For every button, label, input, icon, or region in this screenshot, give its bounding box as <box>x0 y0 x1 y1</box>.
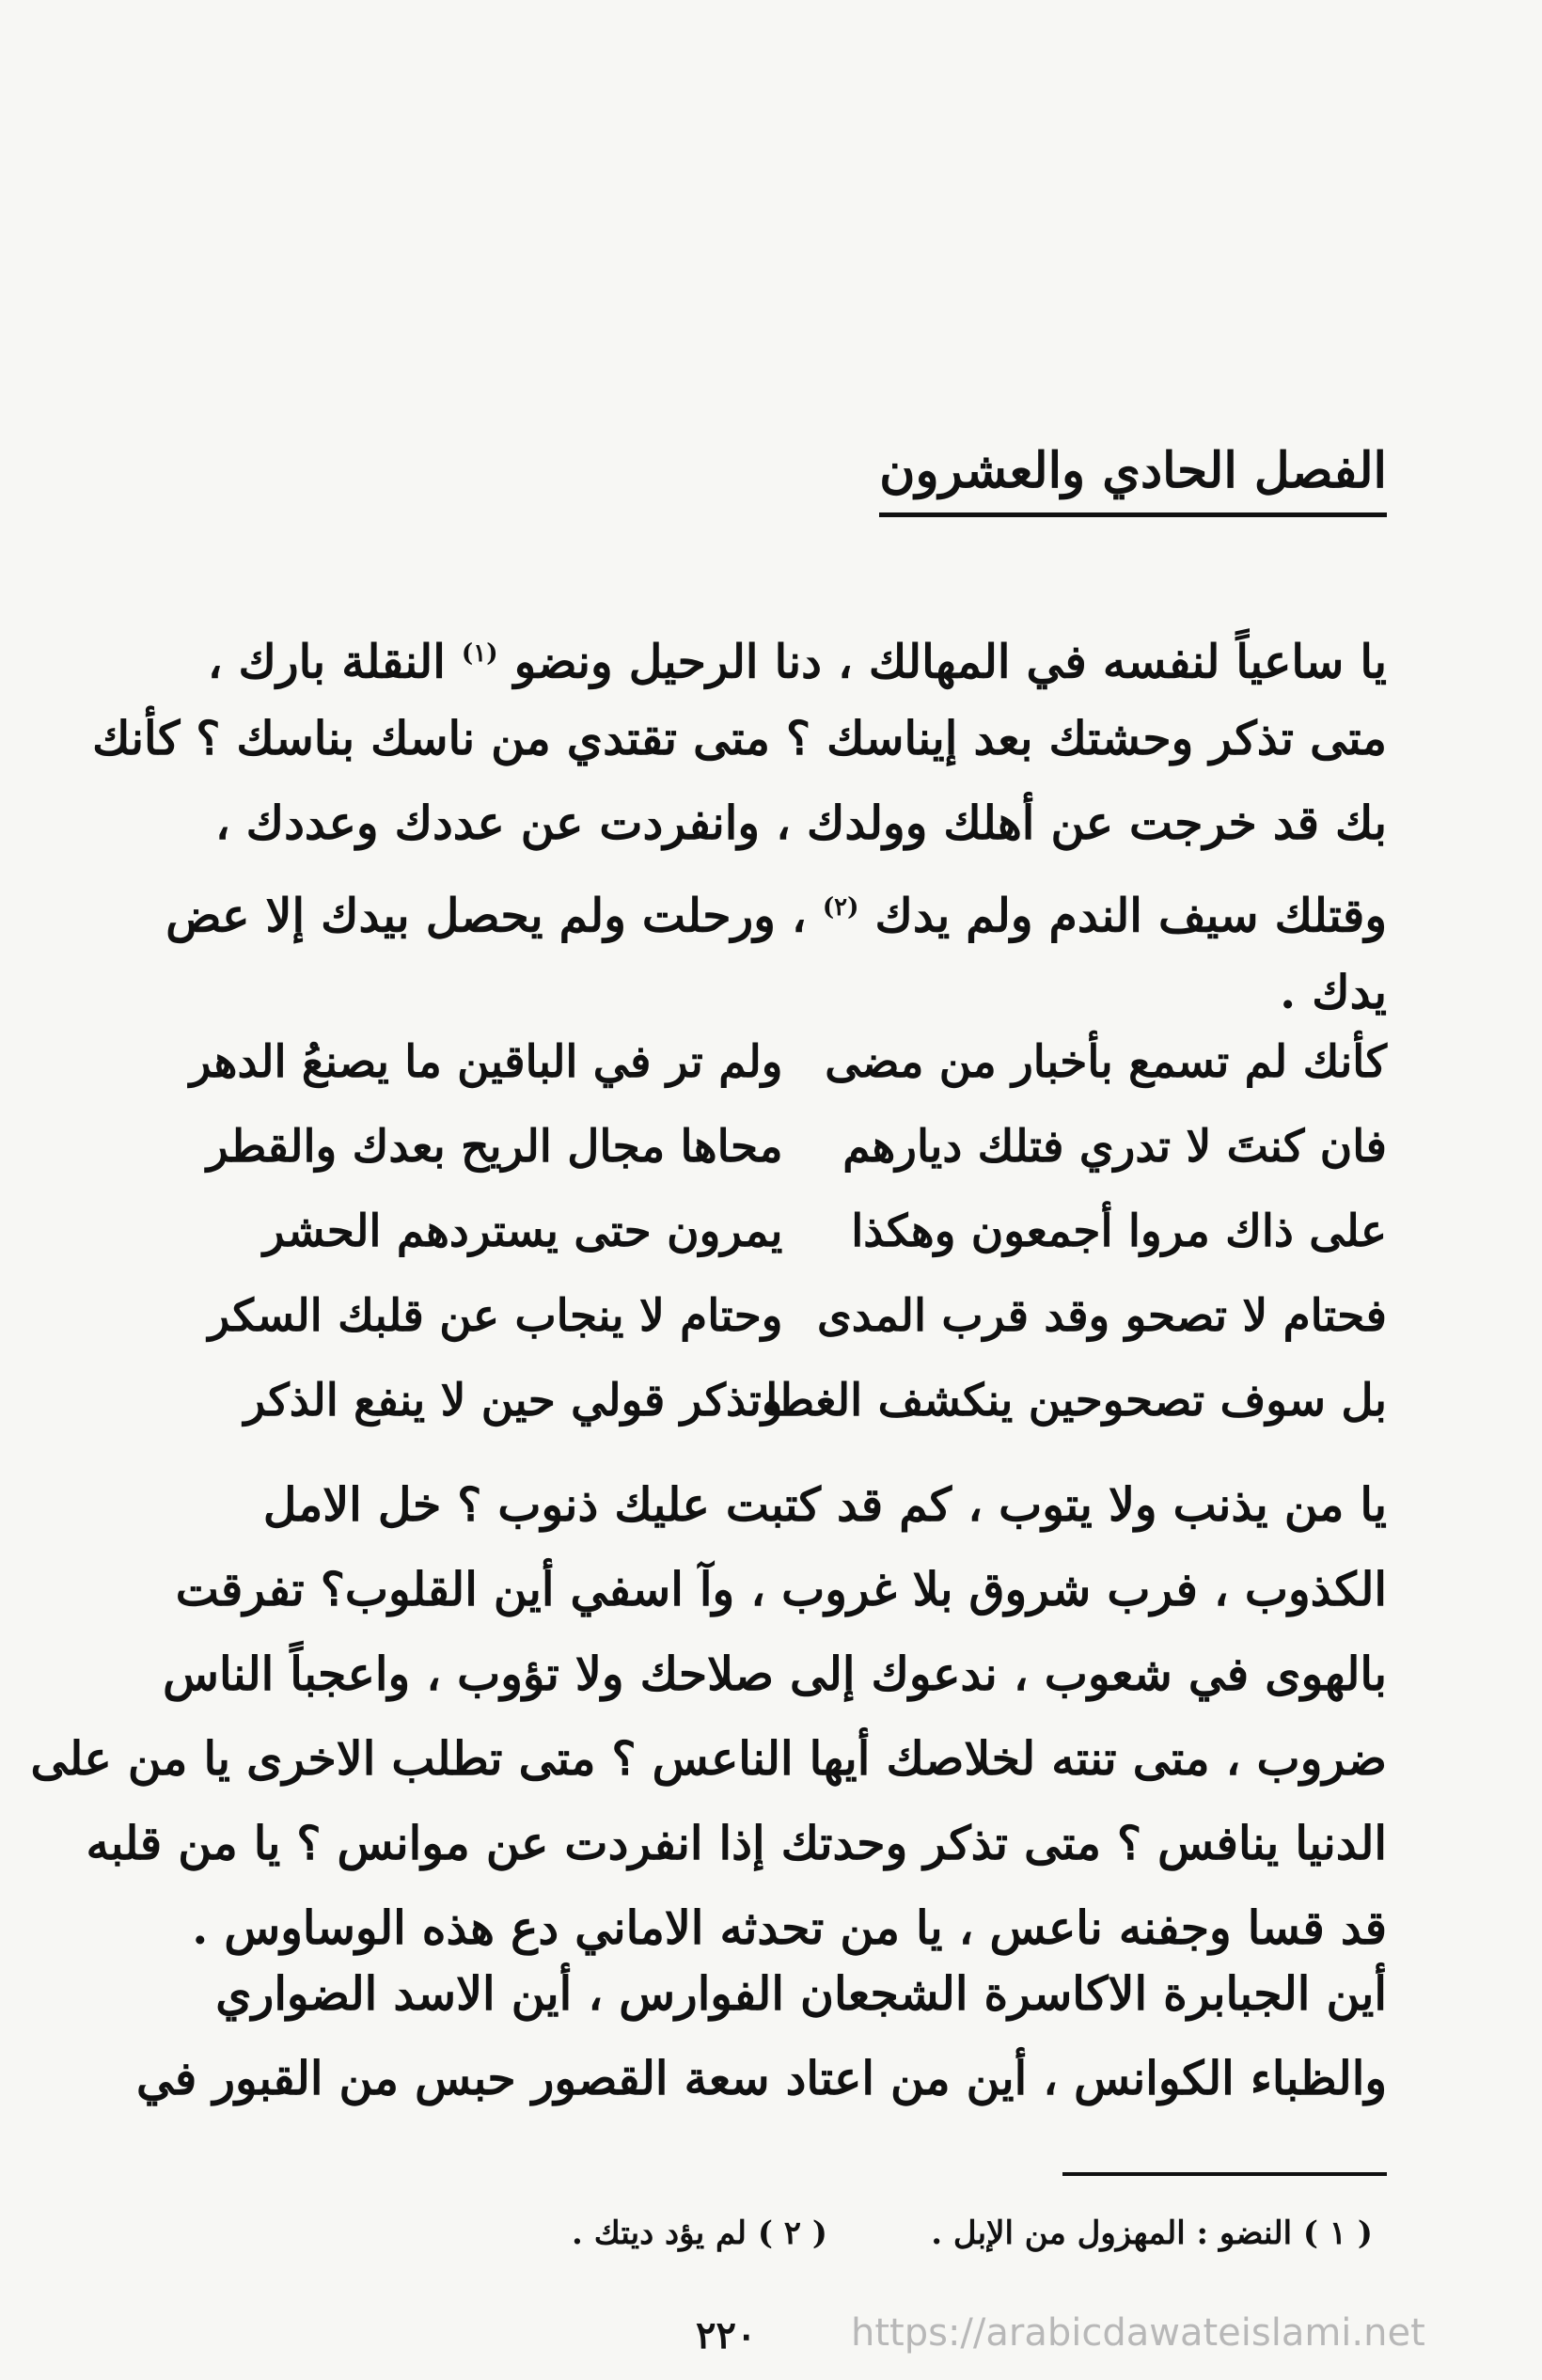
verse-first-hemistich: فان كنتَ لا تدري فتلك ديارهم <box>842 1121 1387 1173</box>
poem-verse <box>179 1190 1387 1274</box>
text-line: الدنيا ينافس ؟ متى تذكر وحدتك إذا انفردت عن موانس ؟ يا من قلبه <box>86 1816 1387 1870</box>
text-line: يا من يذنب ولا يتوب ، كم قد كتبت عليك ذنوب ؟ خل الامل <box>262 1477 1387 1532</box>
footnote-marker: (٢) <box>822 893 859 922</box>
page-number: ٢٢٠ <box>696 2313 757 2357</box>
poem-verse <box>179 1105 1387 1190</box>
line-text: ، ورحلت ولم يحصل بيدك إلا عض <box>165 888 807 943</box>
text-line: بك قد خرجت عن أهلك وولدك ، وانفردت عن عددك وعددك ، <box>214 796 1387 850</box>
poem-verse <box>179 1359 1387 1443</box>
verse-first-hemistich: كأنك لم تسمع بأخبار من مضى <box>825 1036 1387 1088</box>
text-line: يدك . <box>1280 965 1387 1019</box>
line-text: النقلة بارك ، <box>207 634 446 689</box>
poem-verse <box>179 1274 1387 1359</box>
text-line: قد قسا وجفنه ناعس ، يا من تحدثه الاماني دع هذه الوساوس . <box>192 1900 1387 1955</box>
text-line: والظباء الكوانس ، أين من اعتاد سعة القصور حبس من القبور في <box>136 2051 1387 2105</box>
watermark: https://arabicdawateislami.net <box>851 2311 1425 2355</box>
verse-first-hemistich: على ذاك مروا أجمعون وهكذا <box>851 1206 1387 1257</box>
footnotes <box>179 2205 1373 2262</box>
line-text: يا ساعياً لنفسه في المهالك ، دنا الرحيل ونضو <box>513 634 1387 689</box>
text-line: متى تذكر وحشتك بعد إيناسك ؟ متى تقتدي من ناسك بناسك ؟ كأنك <box>92 711 1387 765</box>
paragraph-3 <box>136 1951 1387 2120</box>
verse-second-hemistich: وتذكر قولي حين لا ينفع الذكر <box>244 1375 783 1426</box>
verse-second-hemistich: محاها مجال الريح بعدك والقطر <box>206 1121 783 1173</box>
line-text: وقتلك سيف الندم ولم يدك <box>874 888 1387 943</box>
poem-verse <box>179 1020 1387 1105</box>
footnote-divider <box>1062 2172 1387 2176</box>
text-line: الكذوب ، فرب شروق بلا غروب ، وآ اسفي أين القلوب؟ تفرقت <box>175 1562 1387 1616</box>
verse-second-hemistich: يمرون حتى يستردهم الحشر <box>262 1206 783 1257</box>
poem <box>179 1020 1387 1443</box>
text-line <box>165 865 1387 950</box>
chapter-title: الفصل الحادي والعشرون <box>879 442 1387 517</box>
verse-first-hemistich: بل سوف تصحوحين ينكشف الغطا <box>765 1375 1387 1426</box>
paragraph-2 <box>30 1462 1387 1970</box>
verse-second-hemistich: ولم تر في الباقين ما يصنعُ الدهر <box>189 1036 783 1088</box>
verse-second-hemistich: وحتام لا ينجاب عن قلبك السكر <box>208 1290 783 1342</box>
verse-first-hemistich: فحتام لا تصحو وقد قرب المدى <box>817 1290 1387 1342</box>
footnote-1: ( ١ ) النضو : المهزول من الإبل . <box>931 2215 1373 2252</box>
footnote-2: ( ٢ ) لم يؤد ديتك . <box>572 2215 827 2252</box>
text-line: بالهوى في شعوب ، ندعوك إلى صلاحك ولا تؤوب ، واعجباً الناس <box>163 1647 1387 1701</box>
paragraph-1 <box>92 611 1387 1034</box>
footnote-marker: (١) <box>461 639 498 668</box>
text-line <box>179 611 1387 696</box>
text-line: ضروب ، متى تنته لخلاصك أيها الناعس ؟ متى تطلب الاخرى يا من على <box>30 1731 1387 1786</box>
text-line: أين الجبابرة الاكاسرة الشجعان الفوارس ، أين الاسد الضواري <box>215 1966 1387 2021</box>
